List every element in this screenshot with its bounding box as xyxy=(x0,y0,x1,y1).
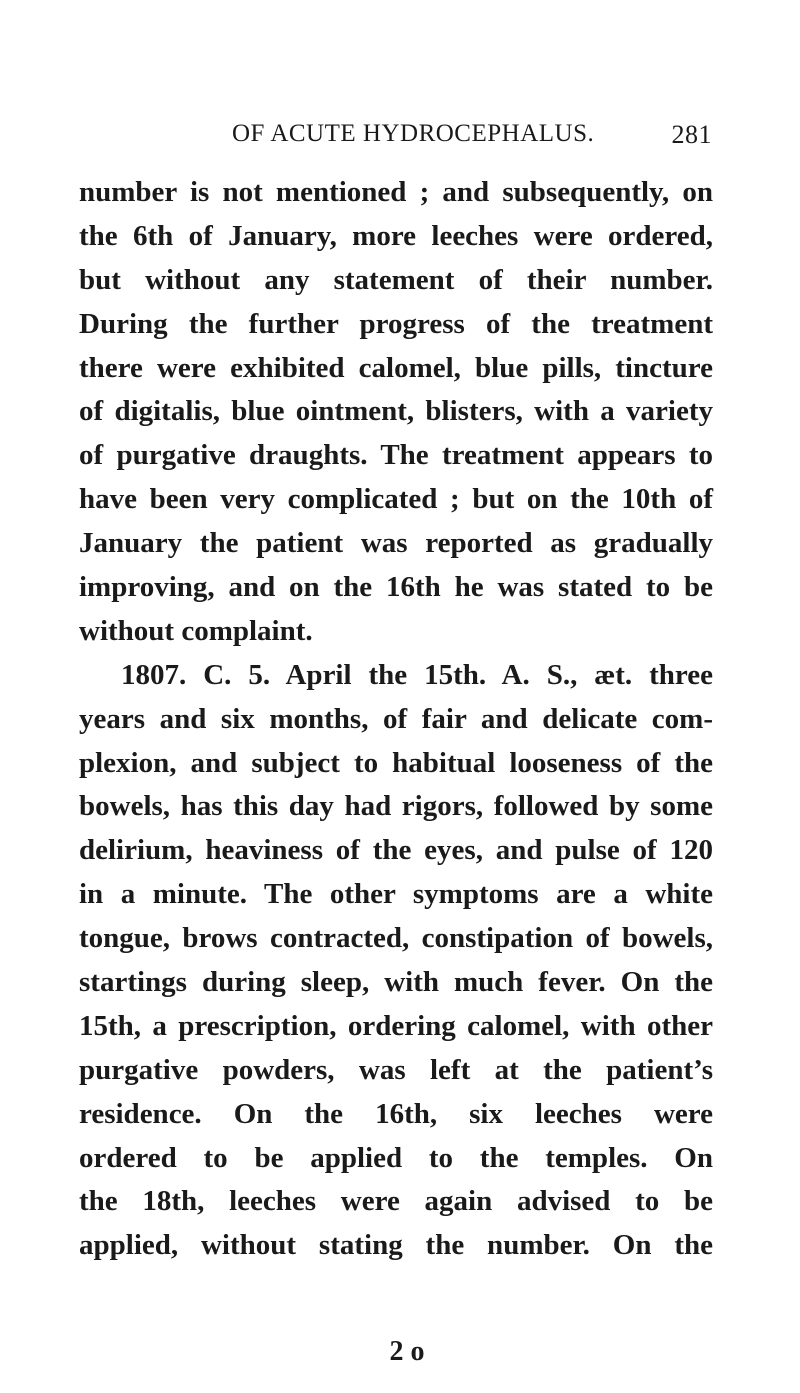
text-line: delirium, heaviness of the eyes, and pulse of 120 xyxy=(79,834,713,867)
text-line: of purgative draughts. The treatment appears to xyxy=(79,439,713,472)
text-line: purgative powders, was left at the patient’s xyxy=(79,1053,713,1086)
text-line: years and six months, of fair and delicate com- xyxy=(79,702,713,735)
text-line: During the further progress of the treatment xyxy=(79,307,713,340)
text-line: improving, and on the 16th he was stated to be xyxy=(79,571,713,604)
text-line: 1807. C. 5. April the 15th. A. S., æt. three xyxy=(121,658,713,691)
text-line: number is not mentioned ; and subsequently, on xyxy=(79,176,713,208)
text-line: tongue, brows contracted, constipation of bowels, xyxy=(79,922,713,955)
text-line: 15th, a prescription, ordering calomel, with other xyxy=(79,1009,713,1042)
text-line: startings during sleep, with much fever. On the xyxy=(79,966,713,999)
text-line: applied, without stating the number. On the xyxy=(79,1229,713,1262)
text-line: of digitalis, blue ointment, blisters, with a variety xyxy=(79,395,713,428)
text-line: ordered to be applied to the temples. On xyxy=(79,1141,713,1174)
body-text xyxy=(79,171,713,1268)
text-line: plexion, and subject to habitual looseness of the xyxy=(79,746,713,779)
page-number: 281 xyxy=(671,120,712,149)
text-line: the 6th of January, more leeches were ordered, xyxy=(79,219,713,252)
text-line: there were exhibited calomel, blue pills, tincture xyxy=(79,351,713,384)
text-line: in a minute. The other symptoms are a white xyxy=(79,878,713,911)
running-title: OF ACUTE HYDROCEPHALUS. xyxy=(232,120,595,147)
text-line: without complaint. xyxy=(79,614,313,647)
text-line: have been very complicated ; but on the 10th of xyxy=(79,483,713,516)
text-line: residence. On the 16th, six leeches were xyxy=(79,1097,713,1130)
text-line: the 18th, leeches were again advised to be xyxy=(79,1185,713,1218)
text-line: but without any statement of their number. xyxy=(79,263,713,296)
text-line: January the patient was reported as gradually xyxy=(79,527,713,560)
text-line: bowels, has this day had rigors, followed by some xyxy=(79,790,713,823)
signature-mark: 2 o xyxy=(389,1336,425,1367)
running-head xyxy=(232,120,712,160)
